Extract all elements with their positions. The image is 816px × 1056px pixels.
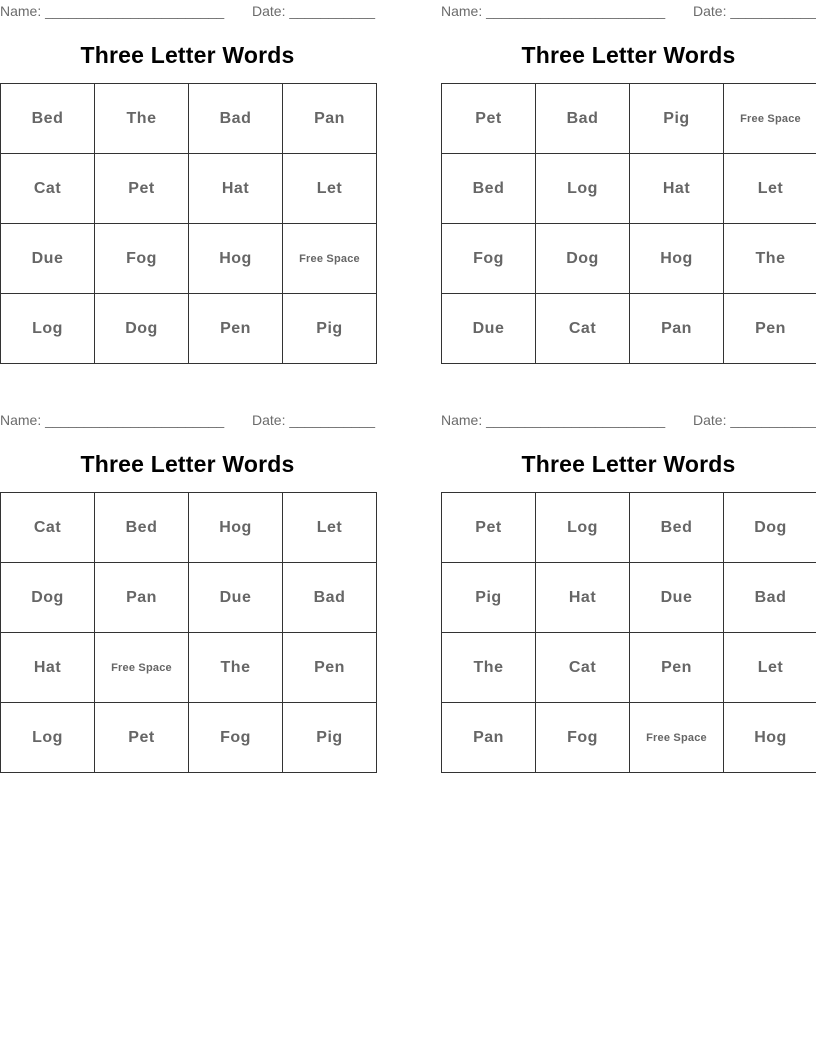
word-cell: Hat <box>536 563 630 633</box>
word-cell: Bad <box>536 84 630 154</box>
grid-row <box>1 84 377 154</box>
word-cell: Let <box>724 154 816 224</box>
bingo-card <box>441 0 816 365</box>
date-field-label: Date: ___________ <box>693 412 816 428</box>
card-title: Three Letter Words <box>80 42 295 68</box>
word-cell: Pen <box>283 633 377 703</box>
word-cell: Bed <box>442 154 536 224</box>
word-cell: Pen <box>724 294 816 364</box>
bingo-card <box>441 409 816 774</box>
word-cell: Pig <box>630 84 724 154</box>
card-title: Three Letter Words <box>80 451 295 477</box>
grid-row <box>442 84 816 154</box>
bingo-grid <box>0 83 377 364</box>
word-cell: Pet <box>442 493 536 563</box>
word-cell: Hat <box>189 154 283 224</box>
word-cell: Dog <box>95 294 189 364</box>
word-cell: Cat <box>536 294 630 364</box>
word-cell: Pan <box>630 294 724 364</box>
word-cell: Fog <box>95 224 189 294</box>
word-cell: Log <box>1 703 95 773</box>
word-cell: Dog <box>536 224 630 294</box>
word-cell: Due <box>442 294 536 364</box>
free-space-cell: Free Space <box>630 703 724 773</box>
free-space-cell: Free Space <box>724 84 816 154</box>
word-cell: Dog <box>1 563 95 633</box>
name-date-line <box>441 412 816 428</box>
name-date-line <box>441 3 816 19</box>
word-cell: Pan <box>283 84 377 154</box>
grid-row <box>442 563 816 633</box>
bingo-grid <box>441 492 816 773</box>
grid-row <box>1 703 377 773</box>
bingo-grid <box>441 83 816 364</box>
word-cell: Pet <box>442 84 536 154</box>
word-cell: Hog <box>189 224 283 294</box>
word-cell: Let <box>283 154 377 224</box>
word-cell: Hog <box>724 703 816 773</box>
name-date-line <box>0 3 375 19</box>
word-cell: Bad <box>283 563 377 633</box>
free-space-cell: Free Space <box>95 633 189 703</box>
word-cell: Bad <box>189 84 283 154</box>
word-cell: The <box>95 84 189 154</box>
word-cell: Hog <box>630 224 724 294</box>
word-cell: Let <box>283 493 377 563</box>
word-cell: Cat <box>536 633 630 703</box>
grid-row <box>1 563 377 633</box>
grid-row <box>1 224 377 294</box>
word-cell: Pen <box>630 633 724 703</box>
word-cell: Dog <box>724 493 816 563</box>
name-field-label: Name: _______________________ <box>441 3 666 19</box>
grid-row <box>442 294 816 364</box>
date-field-label: Date: ___________ <box>252 412 375 428</box>
word-cell: Let <box>724 633 816 703</box>
grid-row <box>1 633 377 703</box>
name-field-label: Name: _______________________ <box>0 3 225 19</box>
word-cell: Fog <box>442 224 536 294</box>
grid-row <box>1 294 377 364</box>
word-cell: Pet <box>95 703 189 773</box>
word-cell: Pan <box>95 563 189 633</box>
grid-row <box>1 493 377 563</box>
bingo-card <box>0 409 375 774</box>
grid-row <box>442 493 816 563</box>
word-cell: Bed <box>630 493 724 563</box>
word-cell: Hat <box>1 633 95 703</box>
word-cell: Due <box>189 563 283 633</box>
word-cell: Bed <box>1 84 95 154</box>
name-field-label: Name: _______________________ <box>0 412 225 428</box>
word-cell: Pen <box>189 294 283 364</box>
word-cell: Pet <box>95 154 189 224</box>
word-cell: Hat <box>630 154 724 224</box>
name-field-label: Name: _______________________ <box>441 412 666 428</box>
grid-row <box>442 154 816 224</box>
word-cell: Fog <box>189 703 283 773</box>
word-cell: Log <box>536 493 630 563</box>
name-date-line <box>0 412 375 428</box>
word-cell: The <box>724 224 816 294</box>
bingo-grid <box>0 492 377 773</box>
word-cell: Cat <box>1 493 95 563</box>
bingo-card <box>0 0 375 365</box>
word-cell: Pan <box>442 703 536 773</box>
word-cell: Cat <box>1 154 95 224</box>
grid-row <box>442 703 816 773</box>
word-cell: Bed <box>95 493 189 563</box>
date-field-label: Date: ___________ <box>693 3 816 19</box>
word-cell: The <box>189 633 283 703</box>
word-cell: Hog <box>189 493 283 563</box>
word-cell: Pig <box>442 563 536 633</box>
free-space-cell: Free Space <box>283 224 377 294</box>
word-cell: Log <box>1 294 95 364</box>
word-cell: Pig <box>283 703 377 773</box>
grid-row <box>442 224 816 294</box>
grid-row <box>1 154 377 224</box>
card-title: Three Letter Words <box>521 42 736 68</box>
word-cell: Due <box>630 563 724 633</box>
word-cell: Due <box>1 224 95 294</box>
date-field-label: Date: ___________ <box>252 3 375 19</box>
word-cell: The <box>442 633 536 703</box>
word-cell: Fog <box>536 703 630 773</box>
word-cell: Bad <box>724 563 816 633</box>
grid-row <box>442 633 816 703</box>
card-title: Three Letter Words <box>521 451 736 477</box>
word-cell: Log <box>536 154 630 224</box>
word-cell: Pig <box>283 294 377 364</box>
